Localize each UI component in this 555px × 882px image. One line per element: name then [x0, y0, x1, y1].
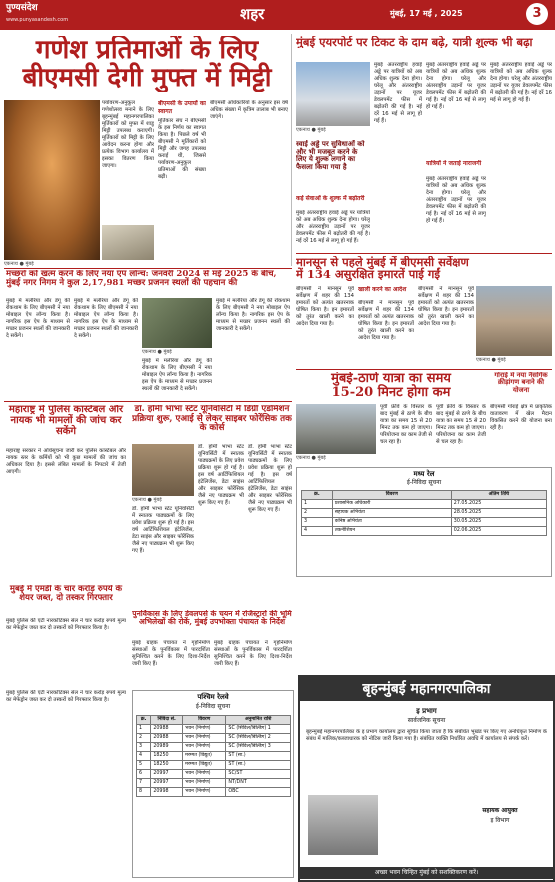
bmc-footer: अच्छा भवन चिन्हित मुंबई को सशक्तिकरण करें।: [300, 867, 553, 879]
tender-table-cell: 20997: [151, 770, 183, 779]
lead-headline-line2: बीएमसी देगी मुफ्त में मिट्टी: [22, 63, 272, 93]
thane-body-col2: पूर्वी फ्रीवे के विस्तार के बाद मुंबई से ठाणे के बीच यात्रा का समय 15 से 20 मिनट तक कम हो जाएगा। परियोजना का काम तेजी से चल रहा है।: [436, 404, 486, 445]
mosquito-body-col3: मुंबई में मलेरिया और डेंगू की रोकथाम के लिए बीएमसी ने नया मोबाइल ऐप लॉन्च किया है। नागरिक इस ऐप के माध्यम से मच्छर प्रजनन स्थलों की जानकारी दे सकेंगे।: [142, 358, 212, 392]
bmc-dept: इ प्रभाग: [416, 707, 437, 715]
tender-table-cell: मरम्मत (विद्युत): [183, 761, 226, 770]
mosquito-rule: [4, 268, 292, 269]
vacancy-title: मध्य रेल: [413, 470, 435, 478]
tender-table-row: [137, 725, 291, 734]
vacancy-table-cell: प्रशासनिक अधिकारी: [332, 500, 451, 509]
bmc-title: बृहन्मुंबई महानगरपालिका: [300, 677, 553, 701]
bmc-notice: [298, 675, 555, 882]
tender-table-cell: ST (सा.): [226, 752, 291, 761]
vacancy-subtitle: ई-निविदा सूचना: [406, 479, 442, 486]
tender-table-cell: 18250: [151, 752, 183, 761]
survey-body-col2: बीएमसी ने मानसून पूर्व सर्वेक्षण में शहर की 134 इमारतों को अत्यंत खतरनाक घोषित किया है। इन इमारतों को तुरंत खाली करने का आदेश दिया गया है।: [358, 300, 414, 341]
tender-table-row: [137, 761, 291, 770]
tender-table-cell: SC (सिविल/बिल्डिंग) 2: [226, 734, 291, 743]
mosquito-headline[interactable]: मच्छरों को खत्म करने के लिए नया एप लॉन्च: जनवरी 2024 से मई 2025 के बीच, मुंबई नगर निगम ने कुल 2,17,981 मच्छर प्रजनन स्थलों की पहचान की: [6, 270, 277, 289]
tender-table-cell: भवन (निर्माण): [183, 743, 226, 752]
survey-body: बीएमसी ने मानसून पूर्व सर्वेक्षण में शहर की 134 इमारतों को अत्यंत खतरनाक घोषित किया है। इन इमारतों को तुरंत खाली करने का आदेश दिया गया है।: [296, 286, 354, 327]
airport-headline[interactable]: मुंबई एयरपोर्ट पर टिकट के दाम बढ़े, यात्री शुल्क भी बढ़ा: [296, 36, 533, 49]
airport-body-col3: मुंबई अंतरराष्ट्रीय हवाई अड्डे पर यात्रियों को अब अधिक शुल्क देना होगा। घरेलू और अंतरराष्ट्रीय उड़ानों पर यूजर डेवलपमेंट फीस में बढ़ोतरी की गई है। नई दरें 16 मई से लागू हो गई हैं।: [426, 176, 486, 224]
mosquito-body: मुंबई में मलेरिया और डेंगू की रोकथाम के लिए बीएमसी ने नया मोबाइल ऐप लॉन्च किया है। नागरिक इस ऐप के माध्यम से मच्छर प्रजनन स्थलों की जानकारी दे सकेंगे।: [6, 298, 70, 339]
ganesh-photo-caption: एकनाथ ● मुंबई: [4, 261, 34, 267]
lead-headline[interactable]: [6, 36, 288, 92]
tender-table-cell: SC (सिविल/बिल्डिंग) 1: [226, 725, 291, 734]
vacancy-table-cell: 1: [302, 500, 333, 509]
mosquito-body-col4: मुंबई में मलेरिया और डेंगू की रोकथाम के लिए बीएमसी ने नया मोबाइल ऐप लॉन्च किया है। नागरिक इस ऐप के माध्यम से मच्छर प्रजनन स्थलों की जानकारी दे सकेंगे।: [216, 298, 290, 332]
police-rule: [4, 401, 292, 402]
lead-subhead: बीएमसी के उपायों का स्वागत: [158, 100, 206, 115]
airport-body: मुंबई अंतरराष्ट्रीय हवाई अड्डे पर यात्रियों को अब अधिक शुल्क देना होगा। घरेलू और अंतरराष्ट्रीय उड़ानों पर यूजर डेवलपमेंट फीस में बढ़ोतरी की गई है। नई दरें 16 मई से लागू हो गई हैं।: [374, 62, 422, 124]
tender-table-header-row: [137, 716, 291, 725]
vacancy-table-header-row: [302, 491, 547, 500]
vacancy-table-cell: 3: [302, 518, 333, 527]
mosquito-body-col2: मुंबई में मलेरिया और डेंगू की रोकथाम के लिए बीएमसी ने नया मोबाइल ऐप लॉन्च किया है। नागरिक इस ऐप के माध्यम से मच्छर प्रजनन स्थलों की जानकारी दे सकेंगे।: [74, 298, 138, 339]
tender-table-row: [137, 788, 291, 797]
university-body: डॉ. होमी भाभा स्टेट यूनिवर्सिटी में स्नातक पाठ्यक्रमों के लिए प्रवेश प्रक्रिया शुरू हो गई है। इस वर्ष आर्टिफिशियल इंटेलिजेंस, डेटा साइंस और साइबर फोरेंसिक जैसे नए पाठ्यक्रम भी शुरू किए गए हैं।: [132, 506, 194, 554]
thane-body: पूर्वी फ्रीवे के विस्तार के बाद मुंबई से ठाणे के बीच यात्रा का समय 15 से 20 मिनट तक कम हो जाएगा। परियोजना का काम तेजी से चल रहा है।: [380, 404, 432, 445]
survey-headline-line2: में 134 असुरक्षित इमारतें पाई गईं: [296, 267, 440, 281]
vacancy-notice: [296, 467, 552, 577]
tender-org: पश्चिम रेलवे: [197, 693, 229, 701]
university-body-col2: डॉ. होमी भाभा स्टेट यूनिवर्सिटी में स्नातक पाठ्यक्रमों के लिए प्रवेश प्रक्रिया शुरू हो गई है। इस वर्ष आर्टिफिशियल इंटेलिजेंस, डेटा साइंस और साइबर फोरेंसिक जैसे नए पाठ्यक्रम भी शुरू किए गए हैं।: [198, 444, 244, 506]
survey-body-col3: बीएमसी ने मानसून पूर्व सर्वेक्षण में शहर की 134 इमारतों को अत्यंत खतरनाक घोषित किया है। इन इमारतों को तुरंत खाली करने का आदेश दिया गया है।: [418, 286, 474, 327]
tender-table-cell: SC/ST: [226, 770, 291, 779]
survey-photo-caption: एकनाथ ● मुंबई: [476, 357, 506, 363]
lead-headline-line1: गणेश प्रतिमाओं के लिए: [35, 36, 259, 65]
lead-body-1: पर्यावरण-अनुकूल गणेशोत्सव मनाने के लिए बृहन्मुंबई महानगरपालिका मूर्तिकारों को मुफ्त में शाडू मिट्टी उपलब्ध कराएगी। मूर्तिकारों को मिट्टी के लिए आवेदन करना होगा और प्रत्येक विभाग कार्यालय में इसका वितरण किया जाएगा।: [102, 100, 154, 169]
airport-body-col4: मुंबई अंतरराष्ट्रीय हवाई अड्डे पर यात्रियों को अब अधिक शुल्क देना होगा। घरेलू और अंतरराष्ट्रीय उड़ानों पर यूजर डेवलपमेंट फीस में बढ़ोतरी की गई है। नई दरें 16 मई से लागू हो गई हैं।: [490, 62, 552, 103]
tender-table-cell: 20997: [151, 779, 183, 788]
vacancy-table-cell: 30.05.2025: [451, 518, 546, 527]
university-headline[interactable]: डॉ. होमी भाभा स्टेट यूनिवर्सिटी में डिग्री एडमिशन प्रक्रिया शुरू, एआई से लेकर साइबर फोरेंसिक तक के कोर्स: [132, 405, 292, 433]
tender-table-cell: भवन (निर्माण): [183, 734, 226, 743]
tender-table-cell: 5: [137, 761, 151, 770]
thane-headline[interactable]: [296, 372, 486, 400]
tender-table-cell: 20998: [151, 788, 183, 797]
ganesh-inset-photo: [102, 225, 154, 260]
tender-table-cell: भवन (निर्माण): [183, 779, 226, 788]
gorai-body: बीएमसी गोराई क्षेत्र में प्राकृतिक वातावरण में खेल मैदान विकसित करने की योजना बना रही है।: [490, 404, 552, 431]
airport-photo-caption: एकनाथ ● मुंबई: [296, 127, 326, 133]
masthead: [0, 0, 555, 30]
thane-photo-caption: एकनाथ ● मुंबई: [296, 455, 326, 461]
vacancy-table-header-cell: अंतिम तिथि: [451, 491, 546, 500]
dateline: मुंबई, 17 मई , 2025: [390, 9, 463, 18]
tender-table-cell: 20988: [151, 725, 183, 734]
tender-title: ई-निविदा सूचना: [195, 703, 231, 710]
survey-photo: [476, 286, 552, 356]
vacancy-table: [301, 490, 547, 536]
tender-table-cell: 4: [137, 752, 151, 761]
tender-table-header-cell: क्र.: [137, 716, 151, 725]
tender-table-cell: 8: [137, 788, 151, 797]
survey-headline-line1: मानसून से पहले मुंबई में बीएमसी सर्वेक्षण: [296, 256, 469, 269]
airport-subhead-2: कई सेवाओं के शुल्क में बढ़ोतरी: [296, 195, 365, 202]
tender-table-header-cell: अनुमानित राशि: [226, 716, 291, 725]
university-photo: [132, 444, 194, 496]
redev-headline[interactable]: पुनर्विकास के लिए डेवलपर्स के चयन में रजिस्ट्रारों की भूमि अभिलेखों की रोकें, मुंबई उपभोक्ता पंचायत के निर्देश: [132, 610, 292, 627]
brand-name[interactable]: पुण्यसंदेश: [6, 3, 38, 13]
tender-table-cell: 2: [137, 734, 151, 743]
airport-subhead: यात्रियों ने जताई नाराजगी: [426, 160, 482, 167]
md-seizure-headline[interactable]: मुंबई में एमडी के चार करोड़ रुपये के शेयर जब्त, दो तस्कर गिरफ्तार: [9, 585, 123, 604]
airport-kicker: स्वाई अड्डे पर सुविधाओं को और भी मजबूत करने के लिए ये शुल्क लगाने का फैसला किया गया है: [296, 140, 365, 171]
tender-table-cell: OBC: [226, 788, 291, 797]
mosquito-photo: [142, 298, 212, 348]
tender-table-cell: मरम्मत (विद्युत): [183, 752, 226, 761]
tender-table-row: [137, 779, 291, 788]
tender-table-header-cell: निविदा सं.: [151, 716, 183, 725]
vacancy-table-cell: सहायक अभियंता: [332, 509, 451, 518]
bmc-signatory: सहायक आयुक्त: [482, 807, 518, 814]
page-number: 3: [526, 3, 548, 25]
tender-table-row: [137, 770, 291, 779]
tender-table-cell: SC (सिविल/बिल्डिंग) 3: [226, 743, 291, 752]
tender-table: [136, 715, 291, 797]
vacancy-table-cell: 02.06.2025: [451, 527, 546, 536]
police-body: महाराष्ट्र सरकार ने अधिसूचना जारी कर पुलिस कांस्टेबल और नायक स्तर के कर्मियों को भी कुछ मामलों की जांच का अधिकार दिया है। इससे लंबित मामलों के निपटारे में तेजी आएगी।: [6, 448, 126, 475]
vacancy-table-cell: कनिष्ठ अभियंता: [332, 518, 451, 527]
vacancy-table-cell: तकनीशियन: [332, 527, 451, 536]
bmc-notice-title: सार्वजनिक सूचना: [407, 717, 446, 724]
survey-rule: [296, 253, 552, 254]
thane-headline-line1: मुंबई-ठाणे यात्रा का समय: [331, 372, 451, 386]
column-divider: [291, 34, 292, 266]
brand-url[interactable]: www.punyasandesh.com: [6, 17, 69, 23]
vacancy-table-cell: 4: [302, 527, 333, 536]
tender-table-row: [137, 734, 291, 743]
thane-rule: [296, 369, 552, 370]
redev-body: मुंबई ग्राहक पंचायत ने गृहनिर्माण संस्थाओं के पुनर्विकास में पारदर्शिता सुनिश्चित करने के लिए दिशा-निर्देश जारी किए हैं।: [132, 640, 210, 667]
redev-body-col2: मुंबई ग्राहक पंचायत ने गृहनिर्माण संस्थाओं के पुनर्विकास में पारदर्शिता सुनिश्चित करने के लिए दिशा-निर्देश जारी किए हैं।: [214, 640, 292, 667]
vacancy-table-row: [302, 500, 547, 509]
md-seizure-body-cont: मुंबई पुलिस की एंटी नारकोटिक्स सेल ने चार करोड़ रुपये मूल्य का मेफेड्रोन जब्त कर दो तस्करों को गिरफ्तार किया है।: [6, 690, 126, 703]
bmc-body: बृहन्मुंबई महानगरपालिका के इ प्रभाग कार्यालय द्वारा सूचित किया जाता है कि संबंधित भूखंड पर किए गए अनधिकृत निर्माण के संबंध में मालिक/कब्जाधारक को नोटिस जारी किया गया है। संबंधित व्यक्ति निर्धारित अवधि में कार्यालय से संपर्क करें।: [306, 729, 547, 742]
university-body-col3: डॉ. होमी भाभा स्टेट यूनिवर्सिटी में स्नातक पाठ्यक्रमों के लिए प्रवेश प्रक्रिया शुरू हो गई है। इस वर्ष आर्टिफिशियल इंटेलिजेंस, डेटा साइंस और साइबर फोरेंसिक जैसे नए पाठ्यक्रम भी शुरू किए गए हैं।: [248, 444, 292, 513]
survey-subhead: खाली करने का आदेश: [358, 286, 407, 293]
vacancy-table-header-cell: क्र.: [302, 491, 333, 500]
vacancy-table-cell: 28.05.2025: [451, 509, 546, 518]
vacancy-table-cell: 27.05.2025: [451, 500, 546, 509]
tender-table-cell: NT/DNT: [226, 779, 291, 788]
tender-table-row: [137, 752, 291, 761]
airport-photo: [296, 62, 370, 126]
airport-body-col5: मुंबई अंतरराष्ट्रीय हवाई अड्डे पर यात्रियों को अब अधिक शुल्क देना होगा। घरेलू और अंतरराष्ट्रीय उड़ानों पर यूजर डेवलपमेंट फीस में बढ़ोतरी की गई है। नई दरें 16 मई से लागू हो गई हैं।: [296, 210, 370, 244]
bmc-signatory-dept: इ विभाग: [490, 817, 510, 824]
section-title: शहर: [240, 5, 265, 23]
tender-table-cell: 7: [137, 779, 151, 788]
tender-table-cell: 20989: [151, 743, 183, 752]
tender-table-cell: 6: [137, 770, 151, 779]
mosquito-photo-caption: एकनाथ ● मुंबई: [142, 349, 172, 355]
lead-body-2: मूर्तिकार संघ ने बीएमसी के इस निर्णय का स्वागत किया है। पिछले वर्ष भी बीएमसी ने मूर्तिकारों को मिट्टी और जगह उपलब्ध कराई थी, जिससे पर्यावरण-अनुकूल प्रतिमाओं की संख्या बढ़ी।: [158, 118, 206, 180]
tender-table-cell: 3: [137, 743, 151, 752]
survey-headline[interactable]: [296, 256, 552, 281]
university-photo-caption: एकनाथ ● मुंबई: [132, 497, 162, 503]
tender-table-cell: 18250: [151, 761, 183, 770]
police-headline[interactable]: महाराष्ट्र में पुलिस कांस्टेबल और नायक भी मामलों की जांच कर सकेंगे: [8, 405, 124, 437]
bmc-photo: [308, 795, 378, 855]
gorai-headline[interactable]: गोराई में नया नैसर्गिक क्रीड़ांगण बनाने की योजना: [494, 372, 548, 394]
vacancy-table-header-cell: विवरण: [332, 491, 451, 500]
tender-table-cell: भवन (निर्माण): [183, 725, 226, 734]
tender-table-cell: ST (सा.): [226, 761, 291, 770]
tender-notice: [132, 690, 294, 878]
vacancy-table-row: [302, 527, 547, 536]
tender-table-cell: 20988: [151, 734, 183, 743]
tender-table-cell: 1: [137, 725, 151, 734]
tender-table-cell: भवन (निर्माण): [183, 788, 226, 797]
vacancy-table-row: [302, 509, 547, 518]
md-seizure-body: मुंबई पुलिस की एंटी नारकोटिक्स सेल ने चार करोड़ रुपये मूल्य का मेफेड्रोन जब्त कर दो तस्करों को गिरफ्तार किया है।: [6, 618, 126, 631]
ganesh-photo: [4, 100, 100, 260]
tender-table-cell: भवन (निर्माण): [183, 770, 226, 779]
thane-photo: [296, 404, 376, 454]
tender-table-row: [137, 743, 291, 752]
lead-body-3: बीएमसी अधिकारियों के अनुसार इस वर्ष अधिक संख्या में कृत्रिम तालाब भी बनाए जाएंगे।: [210, 100, 288, 120]
tender-table-header-cell: विवरण: [183, 716, 226, 725]
vacancy-table-cell: 2: [302, 509, 333, 518]
vacancy-table-row: [302, 518, 547, 527]
airport-body-col2: मुंबई अंतरराष्ट्रीय हवाई अड्डे पर यात्रियों को अब अधिक शुल्क देना होगा। घरेलू और अंतरराष्ट्रीय उड़ानों पर यूजर डेवलपमेंट फीस में बढ़ोतरी की गई है। नई दरें 16 मई से लागू हो गई हैं।: [426, 62, 486, 110]
thane-headline-line2: 15-20 मिनट होगा कम: [331, 385, 451, 401]
